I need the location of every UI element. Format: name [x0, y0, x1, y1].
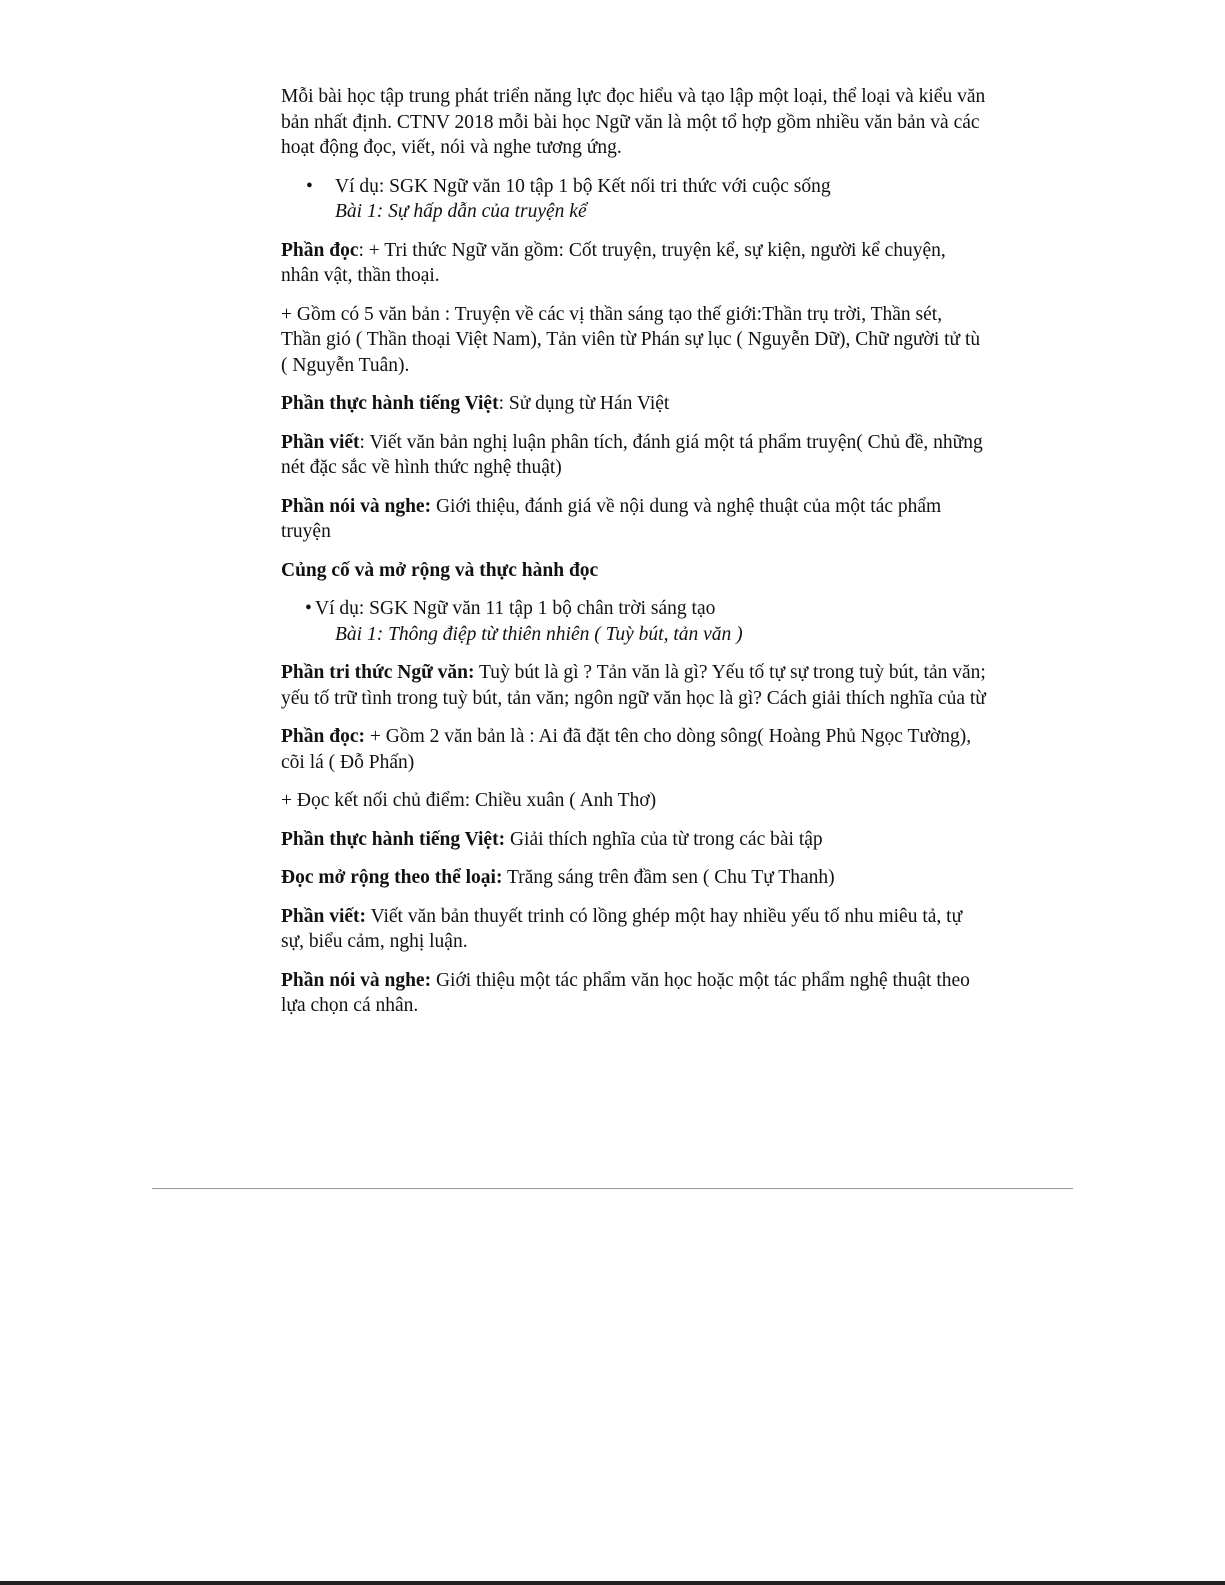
reading-section-1 [281, 238, 986, 289]
extended-reading [281, 865, 986, 891]
writing-section-1 [281, 430, 986, 481]
section-text: : Viết văn bản nghị luận phân tích, đánh giá một tá phẩm truyện( Chủ đề, những nét đặc sắc về hình thức nghệ thuật) [281, 431, 983, 478]
section-text: Giới thiệu một tác phẩm văn học hoặc một tác phẩm nghệ thuật theo lựa chọn cá nhân. [281, 969, 970, 1016]
section-label: Phần thực hành tiếng Việt: [281, 828, 506, 850]
section-label: Phần thực hành tiếng Việt [281, 393, 499, 414]
reading-connect: + Đọc kết nối chủ điểm: Chiều xuân ( Anh Thơ) [281, 790, 657, 811]
section-label: Phần đọc: [281, 726, 365, 747]
section-label: Phần nói và nghe: [281, 495, 432, 517]
bullet-icon: • [306, 175, 313, 197]
page-bottom-edge [0, 1581, 1225, 1585]
reading-section-2 [281, 724, 986, 775]
section-label: Phần nói và nghe: [281, 969, 432, 991]
section-text: Viết văn bản thuyết trinh có lồng ghép một hay nhiều yếu tố nhu miêu tả, tự sự, biểu cảm, nghị luận. [281, 905, 963, 952]
section-text: : + Tri thức Ngữ văn gồm: Cốt truyện, truyện kể, sự kiện, người kể chuyện, nhân vật, thần thoại. [281, 239, 946, 286]
section-text: Trăng sáng trên đầm sen ( Chu Tự Thanh) [502, 867, 835, 888]
example-1 [281, 174, 986, 225]
page-divider [152, 1188, 1073, 1189]
consolidation-heading: Củng cố và mở rộng và thực hành đọc [281, 559, 599, 581]
knowledge-section [281, 660, 986, 711]
vietnamese-practice-2 [281, 827, 986, 853]
section-label: Phần viết: [281, 905, 367, 927]
speaking-section-1 [281, 494, 986, 545]
intro-paragraph: Mỗi bài học tập trung phát triển năng lực đọc hiểu và tạo lập một loại, thể loại và kiểu văn bản nhất định. CTNV 2018 mỗi bài học Ngữ văn là một tổ hợp gồm nhiều văn bản và các hoạt động đọc, viết, nói và nghe tương ứng. [281, 86, 986, 158]
vietnamese-practice-1 [281, 391, 986, 417]
reading-texts-1: + Gồm có 5 văn bản : Truyện về các vị thần sáng tạo thế giới:Thần trụ trời, Thần sét, Thần gió ( Thần thoại Việt Nam), Tản viên từ Phán sự lục ( Nguyễn Dữ), Chữ người tử tù ( Nguyễn Tuân). [281, 303, 981, 376]
example-1-lesson: Bài 1: Sự hấp dẫn của truyện kể [335, 201, 587, 222]
section-label: Phần viết [281, 431, 360, 453]
section-text: Giải thích nghĩa của từ trong các bài tập [505, 828, 823, 850]
example-2-text: Ví dụ: SGK Ngữ văn 11 tập 1 bộ chân trời sáng tạo [315, 598, 716, 619]
document-body [281, 84, 986, 1032]
example-1-text: Ví dụ: SGK Ngữ văn 10 tập 1 bộ Kết nối tri thức với cuộc sống [335, 175, 831, 197]
section-label: Phần tri thức Ngữ văn: [281, 662, 475, 683]
example-2-line [281, 596, 986, 622]
bullet-icon: • [305, 598, 312, 619]
section-label: Đọc mở rộng theo thể loại: [281, 867, 503, 888]
example-1-line [281, 174, 986, 200]
example-2-lesson: Bài 1: Thông điệp từ thiên nhiên ( Tuỳ bút, tản văn ) [335, 623, 743, 645]
writing-section-2 [281, 904, 986, 955]
section-text: + Gồm 2 văn bản là : Ai đã đặt tên cho dòng sông( Hoàng Phủ Ngọc Tường), cõi lá ( Đỗ Phấn) [281, 726, 972, 773]
section-text: : Sử dụng từ Hán Việt [498, 393, 670, 414]
example-2 [281, 596, 986, 647]
section-text: Tuỳ bút là gì ? Tản văn là gì? Yếu tố tự sự trong tuỳ bút, tản văn; yếu tố trữ tình trong tuỳ bút, tản văn; ngôn ngữ văn học là gì? Cách giải thích nghĩa của từ [281, 662, 986, 709]
section-label: Phần đọc [281, 239, 359, 261]
section-text: Giới thiệu, đánh giá về nội dung và nghệ thuật của một tác phẩm truyện [281, 495, 942, 542]
speaking-section-2 [281, 968, 986, 1019]
